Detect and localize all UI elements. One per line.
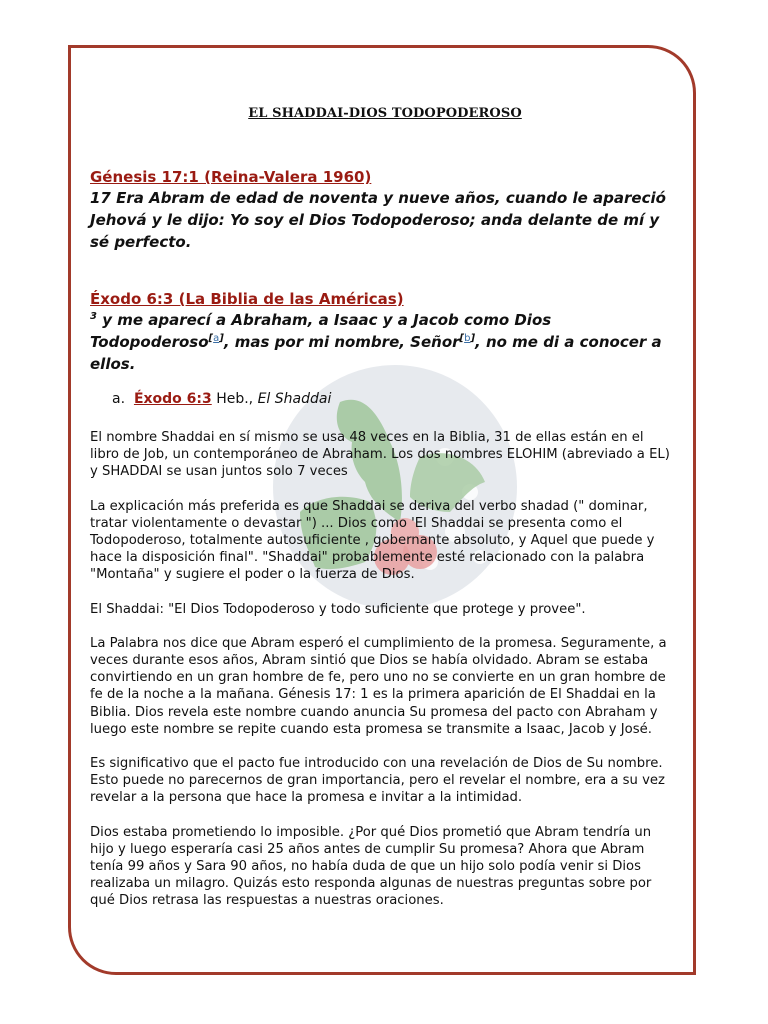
exodo-verse-part1: y me aparecí a Abraham, a Isaac y a Jacob como Dios Todopoderoso: [90, 311, 552, 351]
footnote-b-link[interactable]: b: [464, 333, 471, 344]
footnote-reference-link[interactable]: Éxodo 6:3: [133, 391, 212, 407]
exodo-verse: [90, 309, 670, 375]
paragraph-2: La explicación más preferida es que Shaddai se deriva del verbo shadad (" dominar, tratar violentamente o devastar ") ... Dios como 'El Shaddai se presenta como el Todopoderoso, totalmente autosuficiente , gobernante absoluto, y Aquel que puede y hace la disposición final". "Shaddai" probablemente esté relacionado con la palabra "Montaña" y sugiere el poder o la fuerza de Dios.: [90, 498, 655, 583]
exodo-reference-link[interactable]: Éxodo 6:3 (La Biblia de las Américas): [90, 290, 404, 308]
genesis-verse: 17 Era Abram de edad de noventa y nueve años, cuando le apareció Jehová y le dijo: Yo soy el Dios Todopoderoso; anda delante de mí y sé perfecto.: [90, 189, 666, 251]
paragraph-5: Es significativo que el pacto fue introducido con una revelación de Dios de Su nombre. Esto puede no parecernos de gran importancia, pero el revelar el nombre, era a su vez revelar a la persona que hace la promesa e invitar a la intimidad.: [90, 756, 665, 806]
footnote-italic: El Shaddai: [257, 391, 332, 407]
footnote-marker: a.: [112, 391, 126, 407]
footnote-b-marker: [b]: [459, 333, 476, 344]
footnote-text: Heb.,: [211, 391, 258, 407]
paragraph-3: El Shaddai: "El Dios Todopoderoso y todo suficiente que protege y provee".: [90, 601, 586, 617]
footnote-item: [90, 389, 670, 409]
exodo-block: [90, 289, 670, 375]
footnote-a-link[interactable]: a: [213, 333, 220, 344]
paragraph-1: El nombre Shaddai en sí mismo se usa 48 veces en la Biblia, 31 de ellas están en el libro de Job, un contemporáneo de Abraham. Los dos nombres ELOHIM (abreviado a EL) y SHADDAI se usan juntos solo 7 veces: [90, 430, 670, 480]
paragraph-4: La Palabra nos dice que Abram esperó el cumplimiento de la promesa. Seguramente, a veces durante esos años, Abram sintió que Dios se había olvidado. Abram se estaba convirtiendo en un gran hombre de fe, pero uno no se convierte en un gran hombre de fe de la noche a la mañana. Génesis 17: 1 es la primera aparición de El Shaddai en la Biblia. Dios revela este nombre cuando anuncia Su promesa del pacto con Abraham y luego este nombre se repite cuando esta promesa se transmite a Isaac, Jacob y José.: [90, 635, 667, 737]
genesis-reference-link[interactable]: Génesis 17:1 (Reina-Valera 1960): [90, 168, 372, 186]
paragraph-6: Dios estaba prometiendo lo imposible. ¿Por qué Dios prometió que Abram tendría un hijo y luego esperaría casi 25 años antes de cumplir Su promesa? Ahora que Abram tenía 99 años y Sara 90 años, no había duda de que un hijo solo podía venir si Dios realizaba un milagro. Quizás esto responda algunas de nuestras preguntas sobre por qué Dios retrasa las respuestas a nuestras oraciones.: [90, 824, 652, 909]
exodo-verse-part2: , mas por mi nombre, Señor: [223, 333, 460, 351]
document-content: [90, 106, 670, 927]
footnote-a-marker: [a]: [208, 333, 224, 344]
verse-number: 3: [90, 311, 97, 322]
exodo-verse-part3: , no me di a conocer a ellos.: [90, 333, 662, 373]
page-title: EL SHADDAI-DIOS TODOPODEROSO: [248, 106, 522, 121]
genesis-block: [90, 167, 670, 253]
